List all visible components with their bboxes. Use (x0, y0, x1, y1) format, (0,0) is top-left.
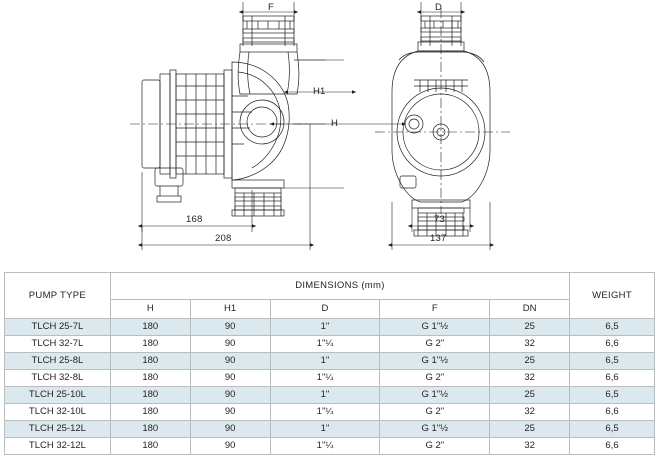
dimension-label-f-top: F (268, 2, 275, 13)
cell-d: 1"¼ (270, 336, 380, 353)
cell-h: 180 (110, 404, 190, 421)
table-row (5, 319, 655, 336)
cell-dn: 25 (490, 421, 570, 438)
side-view-pump-body (232, 62, 289, 180)
cell-kg: 6,5 (570, 421, 655, 438)
cell-h: 180 (110, 353, 190, 370)
table-row (5, 353, 655, 370)
cell-kg: 6,6 (570, 370, 655, 387)
cell-pump-type: TLCH 32-10L (5, 404, 111, 421)
cell-kg: 6,6 (570, 438, 655, 455)
header-f: F (380, 300, 490, 319)
header-h1: H1 (190, 300, 270, 319)
table-row (5, 438, 655, 455)
cell-pump-type: TLCH 25-7L (5, 319, 111, 336)
dimension-label-168: 168 (186, 214, 203, 225)
dimension-label-d-top: D (435, 2, 443, 13)
cell-d: 1"¼ (270, 438, 380, 455)
header-dimensions: DIMENSIONS (mm) (110, 273, 569, 300)
cell-h1: 90 (190, 353, 270, 370)
cell-h: 180 (110, 438, 190, 455)
table-row (5, 404, 655, 421)
header-dn: DN (490, 300, 570, 319)
cell-pump-type: TLCH 32-12L (5, 438, 111, 455)
cell-pump-type: TLCH 32-8L (5, 370, 111, 387)
side-view-outlet (238, 16, 299, 94)
cell-h: 180 (110, 387, 190, 404)
cell-kg: 6,5 (570, 319, 655, 336)
cell-f: G 2" (380, 438, 490, 455)
cell-h: 180 (110, 421, 190, 438)
table-row (5, 336, 655, 353)
cell-f: G 2" (380, 336, 490, 353)
cell-pump-type: TLCH 25-12L (5, 421, 111, 438)
specification-table-wrapper (4, 272, 655, 455)
cell-f: G 1"½ (380, 421, 490, 438)
cell-dn: 25 (490, 319, 570, 336)
side-view-motor-housing (142, 70, 232, 202)
cell-pump-type: TLCH 25-8L (5, 353, 111, 370)
cell-f: G 1"½ (380, 387, 490, 404)
cell-kg: 6,6 (570, 336, 655, 353)
cell-h1: 90 (190, 319, 270, 336)
cell-d: 1"¼ (270, 404, 380, 421)
cell-kg: 6,6 (570, 404, 655, 421)
specification-table (4, 272, 655, 455)
cell-dn: 32 (490, 404, 570, 421)
cell-pump-type: TLCH 25-10L (5, 387, 111, 404)
cell-h1: 90 (190, 387, 270, 404)
cell-h: 180 (110, 336, 190, 353)
table-row (5, 370, 655, 387)
header-h: H (110, 300, 190, 319)
table-row (5, 387, 655, 404)
dimension-label-h: H (331, 118, 339, 129)
cell-kg: 6,5 (570, 387, 655, 404)
cell-h: 180 (110, 370, 190, 387)
cell-pump-type: TLCH 32-7L (5, 336, 111, 353)
cell-dn: 32 (490, 336, 570, 353)
table-header-main (5, 273, 655, 300)
cell-f: G 1"½ (380, 319, 490, 336)
cell-h1: 90 (190, 370, 270, 387)
dimension-label-208: 208 (215, 233, 232, 244)
cell-h1: 90 (190, 404, 270, 421)
cell-h: 180 (110, 319, 190, 336)
header-pump-type: PUMP TYPE (5, 273, 111, 319)
header-d: D (270, 300, 380, 319)
cell-d: 1" (270, 421, 380, 438)
dimension-label-137: 137 (430, 233, 447, 244)
cell-d: 1" (270, 387, 380, 404)
header-weight: WEIGHT (570, 273, 655, 319)
dimension-label-h1: H1 (313, 86, 326, 97)
cell-dn: 32 (490, 370, 570, 387)
table-row (5, 421, 655, 438)
table-body (5, 319, 655, 455)
side-view-inlet (232, 180, 284, 216)
cell-d: 1" (270, 353, 380, 370)
cell-dn: 25 (490, 353, 570, 370)
cell-kg: 6,5 (570, 353, 655, 370)
cell-d: 1"¼ (270, 370, 380, 387)
cell-h1: 90 (190, 336, 270, 353)
cell-d: 1" (270, 319, 380, 336)
dimension-label-73: 73 (434, 214, 445, 225)
cell-h1: 90 (190, 421, 270, 438)
cell-dn: 25 (490, 387, 570, 404)
cell-h1: 90 (190, 438, 270, 455)
cell-dn: 32 (490, 438, 570, 455)
cell-f: G 2" (380, 370, 490, 387)
cell-f: G 1"½ (380, 353, 490, 370)
cell-f: G 2" (380, 404, 490, 421)
